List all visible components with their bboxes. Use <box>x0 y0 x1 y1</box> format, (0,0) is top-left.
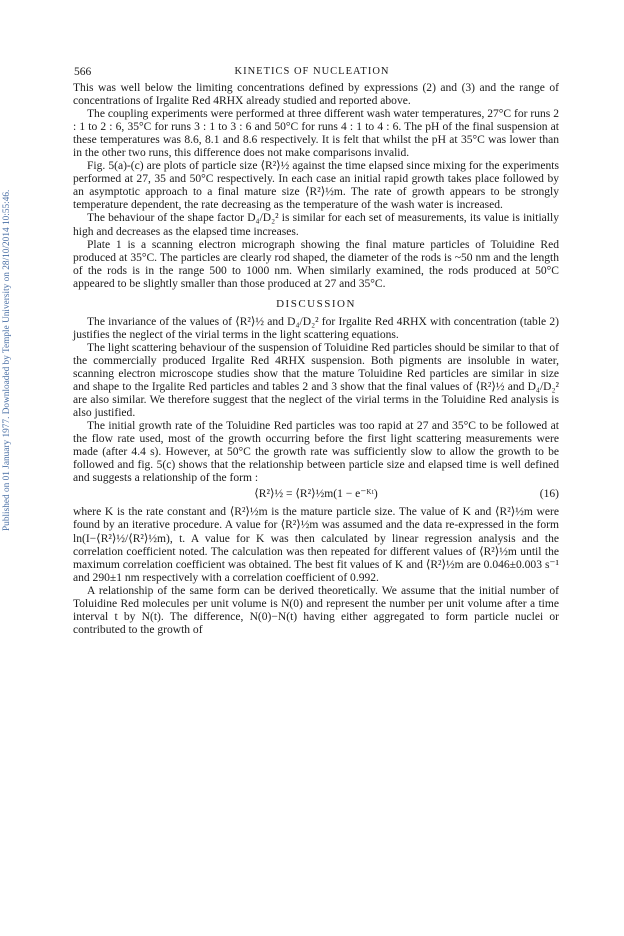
paragraph-rate-constant: where K is the rate constant and ⟨R²⟩½m is the mature particle size. The value of K and ⟨R²⟩½m were found by an iterative procedure. A value for ⟨R²⟩½m was assumed and the data re-expressed in the form ln(I−⟨R²⟩½/⟨R²⟩½m), t. A value for K was then calculated by linear regression analysis and the correlation coefficient noted. The calculation was then repeated for different values of ⟨R²⟩½m until the maximum correlation coefficient was obtained. The best fit values of K and ⟨R²⟩½m are 0.046±0.003 s⁻¹ and 290±1 nm respectively with a correlation coefficient of 0.992. <box>73 506 559 584</box>
equation-16 <box>73 488 559 503</box>
download-provenance-note: Published on 01 January 1977. Downloaded by Temple University on 28/10/2014 10:55:46. <box>2 189 12 531</box>
paragraph-continuation: This was well below the limiting concentrations defined by expressions (2) and (3) and the range of concentrations of Irgalite Red 4RHX already studied and reported above. <box>73 82 559 108</box>
paragraph-growth-rate: The initial growth rate of the Toluidine Red particles was too rapid at 27 and 35°C to be followed at the flow rate used, most of the growth occurring before the first light scattering measurements were made (after 4.4 s). However, at 50°C the growth rate was sufficiently slow to allow the growth to be followed and fig. 5(c) shows that the relationship between particle size and elapsed time is well defined and suggests a relationship of the form : <box>73 420 559 485</box>
equation-number: (16) <box>539 488 559 501</box>
paragraph-light-scattering: The light scattering behaviour of the suspension of Toluidine Red particles should be similar to that of the commercially produced Irgalite Red 4RHX suspension. Both pigments are insoluble in water, scanning electron microscope studies show that the mature Toluidine Red particles are similar in size and shape to the Irgalite Red particles and tables 2 and 3 show that the final values of ⟨R²⟩½ and D₄/D₂² are also similar. We therefore suggest that the neglect of the virial terms in the Toluidine Red analysis is also justified. <box>73 341 559 420</box>
paragraph-invariance: The invariance of the values of ⟨R²⟩½ and D₄/D₂² for Irgalite Red 4RHX with concentration (table 2) justifies the neglect of the virial terms in the light scattering equations. <box>73 315 559 341</box>
running-head: KINETICS OF NUCLEATION <box>234 66 390 77</box>
section-heading-discussion: DISCUSSION <box>276 297 356 310</box>
paragraph-shape-factor: The behaviour of the shape factor D₄/D₂² is similar for each set of measurements, its value is initially high and decreases as the elapsed time increases. <box>73 212 559 238</box>
paragraph-plate1: Plate 1 is a scanning electron micrograph showing the final mature particles of Toluidine Red produced at 35°C. The particles are clearly rod shaped, the diameter of the rods is ~50 nm and the length of the rods is in the range 500 to 1000 nm. When similarly examined, the rods produced at 50°C appeared to be slightly smaller than those produced at 27 and 35°C. <box>73 238 559 290</box>
equation-expression: ⟨R²⟩½ = ⟨R²⟩½m(1 − e⁻ᴷᵗ) <box>254 488 378 501</box>
paragraph-fig5-description: Fig. 5(a)-(c) are plots of particle size ⟨R²⟩½ against the time elapsed since mixing for the experiments performed at 27, 35 and 50°C respectively. In each case an initial rapid growth takes place followed by an asymptotic approach to a final mature size ⟨R²⟩½m. The rate of growth appears to be strongly temperature dependent, the rate decreasing as the temperature of the wash water is increased. <box>73 160 559 212</box>
paragraph-theoretical-derivation: A relationship of the same form can be derived theoretically. We assume that the initial number of Toluidine Red molecules per unit volume is N(0) and represent the number per unit volume after a time interval t by N(t). The difference, N(0)−N(t) having either aggregated to form particle nuclei or contributed to the growth of <box>73 584 559 636</box>
article-body <box>73 82 559 637</box>
page-number: 566 <box>74 66 92 78</box>
paragraph-coupling-experiments: The coupling experiments were performed at three different wash water temperatures, 27°C for runs 2 : 1 to 2 : 6, 35°C for runs 3 : 1 to 3 : 6 and 50°C for runs 4 : 1 to 4 : 6. The pH of the final suspension at these temperatures was 8.6, 8.1 and 8.6 respectively. It is felt that whilst the pH at 35°C was lower than in the other two runs, this difference does not make comparisons invalid. <box>73 108 559 160</box>
